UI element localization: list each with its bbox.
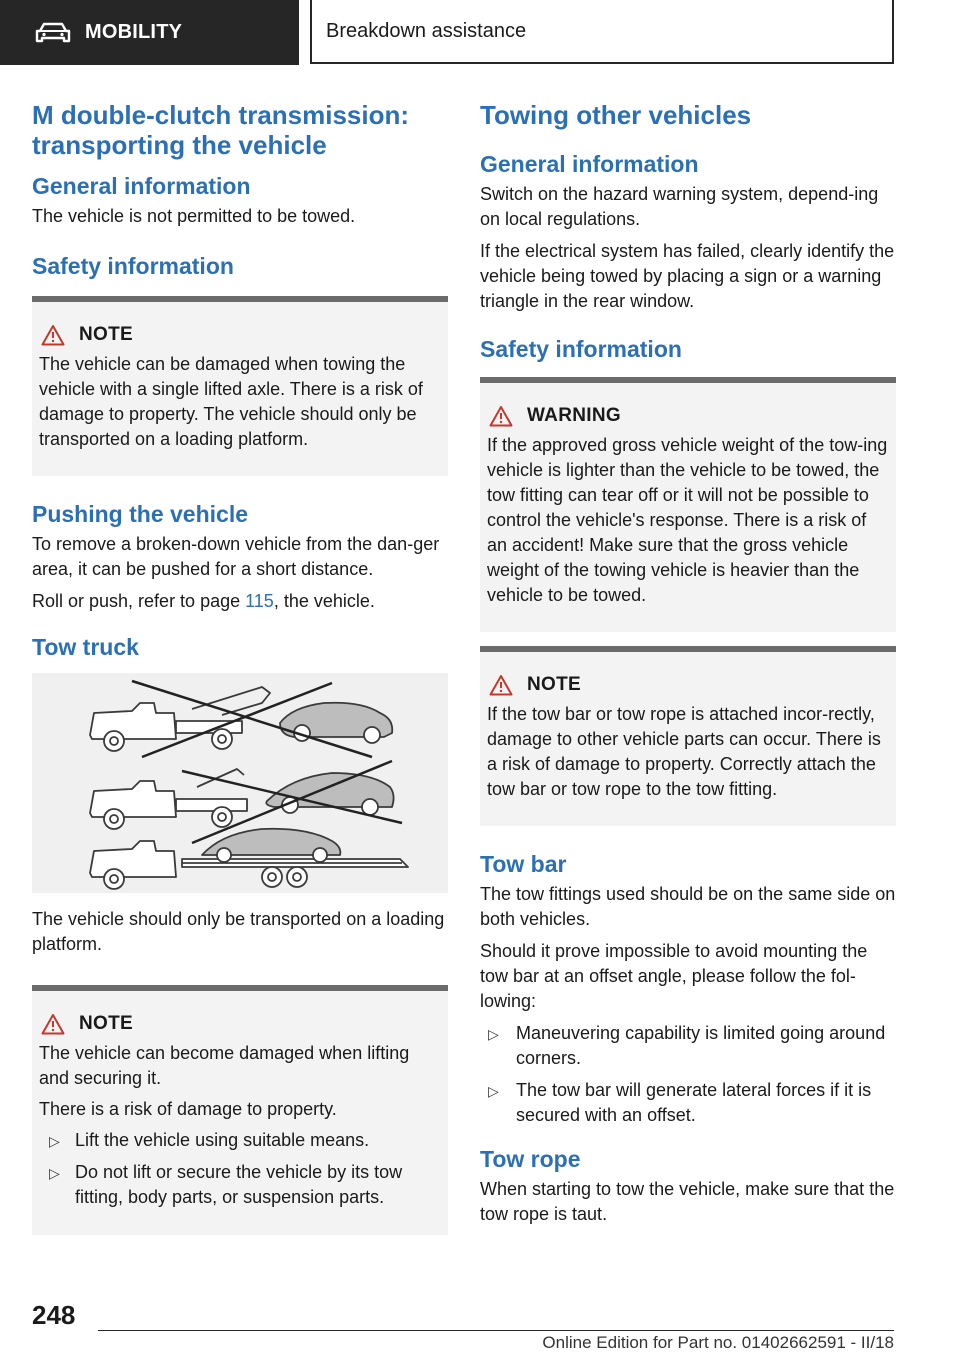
note-label: NOTE [79,1013,133,1034]
list-item: ▷ Maneuvering capability is limited going around corners. [488,1023,886,1068]
pushing-heading: Pushing the vehicle [32,501,248,527]
figure-caption: The vehicle should only be transported on a loading platform. [32,909,445,954]
chapter-title: Breakdown assistance [310,0,894,64]
note-text: The vehicle can be damaged when towing the vehicle with a single lifted axle. There is a risk of damage to property. The vehicle should only be transported on a loading platform. [39,354,423,449]
general-information-text: The vehicle is not permitted to be towed. [32,206,356,226]
safety-information-heading: Safety information [480,336,682,362]
page-link-115[interactable]: 115 [245,591,274,611]
general-information-heading: General information [32,173,251,199]
left-column [32,100,448,1235]
tow-rope-text: When starting to tow the vehicle, make sure that the tow rope is taut. [480,1179,895,1224]
bullet-icon: ▷ [49,1165,60,1181]
note-list [39,1128,440,1210]
pushing-text: To remove a broken-down vehicle from the dan-ger area, it can be pushed for a short distance. [32,534,440,579]
note-text: If the tow bar or tow rope is attached incor-rectly, damage to other vehicle parts can occur. There is a risk of damage to property. Correctly attach the tow bar or tow rope to the tow fitting. [487,704,881,799]
tow-truck-illustration [32,673,448,893]
footer-divider [98,1330,894,1331]
list-item: ▷ Do not lift or secure the vehicle by its tow fitting, body parts, or suspension parts. [49,1162,403,1207]
safety-information-heading: Safety information [32,253,234,279]
tow-rope-heading: Tow rope [480,1146,581,1172]
tow-bar-heading: Tow bar [480,851,567,877]
list-item: ▷ The tow bar will generate lateral forces if it is secured with an offset. [488,1080,872,1125]
bullet-icon: ▷ [488,1026,499,1042]
warning-box [480,377,896,632]
tow-bar-text: The tow fittings used should be on the same side on both vehicles. [480,884,896,929]
roll-push-text: Roll or push, refer to page 115, the vehicle. [32,591,375,611]
general-information-text: Switch on the hazard warning system, depend-ing on local regulations. [480,184,879,229]
note-label: NOTE [527,674,581,695]
warning-text: If the approved gross vehicle weight of the tow-ing vehicle is lighter than the vehicle to be towed, the tow fitting can tear off or it will not be possible to control the vehicle's response. There is a risk of an accident! Make sure that the gross vehicle weight of the towing vehicle is heavier than the vehicle to be towed. [487,435,888,605]
towing-title: Towing other vehicles [480,100,752,130]
tow-truck-drawing [32,673,448,893]
tow-bar-text: Should it prove impossible to avoid mounting the tow bar at an offset angle, please follow the fol-lowing: [480,941,868,1011]
right-column [480,100,896,1234]
note-box [32,296,448,476]
list-item: ▷ Lift the vehicle using suitable means. [39,1128,440,1153]
general-information-text: If the electrical system has failed, clearly identify the vehicle being towed by placing a sign or a warning triangle in the rear window. [480,241,895,311]
warning-triangle-icon [489,405,513,427]
dct-title: M double-clutch transmission: transporting the vehicle [32,100,410,160]
bullet-icon: ▷ [488,1083,499,1099]
tow-truck-heading: Tow truck [32,634,139,660]
warning-label: WARNING [527,405,621,426]
note-text: The vehicle can become damaged when lifting and securing it. [39,1043,410,1088]
note-label: NOTE [79,324,133,345]
note-box-lifting [32,985,448,1235]
car-icon [35,22,71,44]
section-tab-mobility[interactable] [0,0,299,65]
tow-bar-list [480,1021,896,1128]
edition-note: Online Edition for Part no. 01402662591 - II/18 [542,1333,894,1352]
general-information-heading: General information [480,151,699,177]
note-text: There is a risk of damage to property. [39,1099,337,1119]
warning-triangle-icon [41,1013,65,1035]
bullet-icon: ▷ [49,1133,60,1149]
note-box [480,646,896,826]
page-number: 248 [32,1300,76,1330]
warning-triangle-icon [41,324,65,346]
warning-triangle-icon [489,674,513,696]
section-label: MOBILITY [85,21,183,43]
